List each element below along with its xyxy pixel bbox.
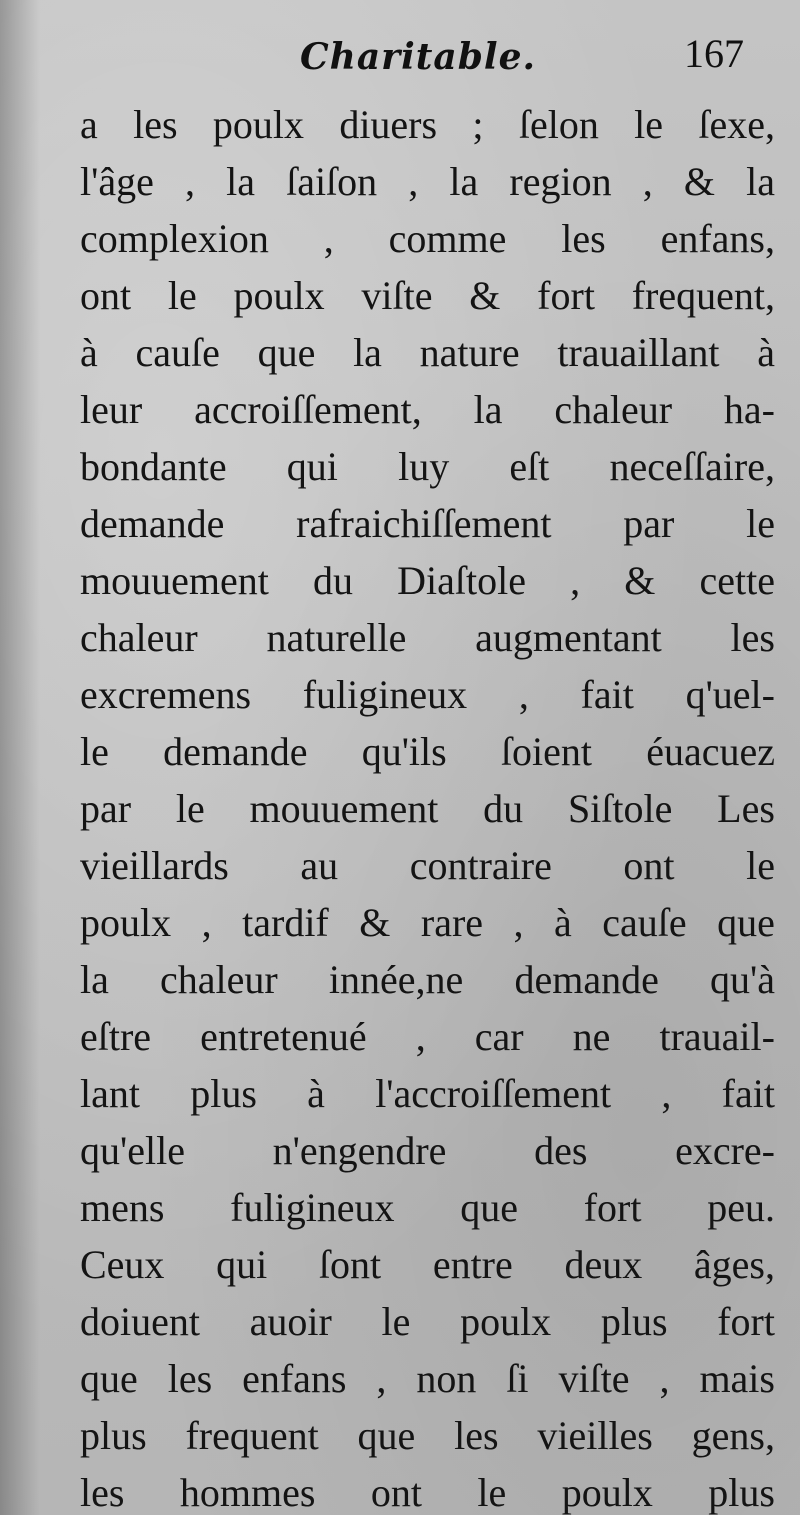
word: , <box>659 1356 670 1401</box>
word: chaleur <box>80 615 198 660</box>
word: comme <box>388 216 507 261</box>
word: le <box>381 1299 411 1344</box>
word: ont <box>80 273 132 318</box>
word: , <box>184 159 195 204</box>
word: , <box>415 1014 426 1059</box>
word: complexion <box>80 216 269 261</box>
word: cette <box>699 558 775 603</box>
word: ont <box>370 1470 422 1515</box>
word: auoir <box>249 1299 332 1344</box>
word: poulx <box>233 273 325 318</box>
text-line <box>80 1293 775 1350</box>
word: les <box>730 615 775 660</box>
word: éuacuez <box>646 729 775 774</box>
word: & <box>624 558 656 603</box>
word: , <box>201 900 212 945</box>
word: ſoient <box>500 729 592 774</box>
word: gens, <box>691 1413 775 1458</box>
text-line <box>80 438 775 495</box>
word: âges, <box>693 1242 775 1287</box>
word: la <box>353 330 382 375</box>
word: qu'ils <box>361 729 447 774</box>
word: des <box>534 1128 588 1173</box>
word: entretenué <box>200 1014 367 1059</box>
word: peu. <box>707 1185 775 1230</box>
word: la <box>80 957 109 1002</box>
text-line <box>80 1464 775 1515</box>
word: fort <box>583 1185 642 1230</box>
word: les <box>561 216 606 261</box>
word: excre- <box>675 1128 775 1173</box>
text-line <box>80 609 775 666</box>
word: au <box>300 843 339 888</box>
word: frequent, <box>631 273 775 318</box>
word: le <box>746 501 775 546</box>
word: la <box>449 159 479 204</box>
word: plus <box>80 1413 147 1458</box>
word: ſi <box>506 1356 529 1401</box>
text-line <box>80 1008 775 1065</box>
word: luy <box>398 444 450 489</box>
word: naturelle <box>266 615 407 660</box>
text-line <box>80 951 775 1008</box>
word: que <box>460 1185 519 1230</box>
word: qu'elle <box>80 1128 185 1173</box>
word: lant <box>80 1071 140 1116</box>
text-line <box>80 1179 775 1236</box>
word: le <box>477 1470 507 1515</box>
word: à <box>554 900 572 945</box>
word: la <box>226 159 255 204</box>
word: n'engendre <box>272 1128 447 1173</box>
text-line <box>80 495 775 552</box>
text-line <box>80 666 775 723</box>
word: demande <box>514 957 659 1002</box>
word: cauſe <box>602 900 687 945</box>
word: Diaſtole <box>397 558 526 603</box>
text-line <box>80 267 775 324</box>
running-head: Charitable. <box>300 36 537 78</box>
text-line <box>80 153 775 210</box>
word: demande <box>80 501 225 546</box>
word: qui <box>286 444 338 489</box>
word: , <box>642 159 653 204</box>
word: leur <box>80 387 143 432</box>
word: viſte <box>558 1356 630 1401</box>
word: du <box>483 786 524 831</box>
word: tardif <box>242 900 329 945</box>
word: l'âge <box>80 159 154 204</box>
word: mouuement <box>249 786 439 831</box>
word: innée,ne <box>328 957 464 1002</box>
text-line <box>80 837 775 894</box>
word: enfans <box>242 1356 347 1401</box>
word: à <box>757 330 775 375</box>
word: , <box>408 159 419 204</box>
word: plus <box>708 1470 775 1515</box>
word: , <box>518 672 529 717</box>
word: fort <box>537 273 595 318</box>
word: poulx <box>561 1470 653 1515</box>
text-line <box>80 1236 775 1293</box>
word: mais <box>699 1356 775 1401</box>
text-line <box>80 96 775 153</box>
word: viſte <box>361 273 433 318</box>
word: ſont <box>318 1242 382 1287</box>
text-line <box>80 1350 775 1407</box>
word: doiuent <box>80 1299 200 1344</box>
word: & <box>469 273 501 318</box>
word: qu'à <box>710 957 775 1002</box>
word: les <box>80 1470 125 1515</box>
word: plus <box>190 1071 257 1116</box>
word: par <box>623 501 675 546</box>
word: neceſſaire, <box>609 444 775 489</box>
word: plus <box>600 1299 668 1344</box>
word: & <box>683 159 715 204</box>
word: par <box>80 786 132 831</box>
word: eſtre <box>80 1014 152 1059</box>
word: rafraichiſſement <box>296 501 552 546</box>
text-line <box>80 894 775 951</box>
word: les <box>133 102 178 147</box>
text-line <box>80 1065 775 1122</box>
word: & <box>359 900 391 945</box>
word: , <box>570 558 581 603</box>
word: que <box>80 1356 138 1401</box>
word: frequent <box>185 1413 319 1458</box>
word: enfans, <box>660 216 775 261</box>
word: le <box>167 273 197 318</box>
word: , <box>376 1356 387 1401</box>
word: fuligineux <box>230 1185 395 1230</box>
word: fuligineux <box>302 672 468 717</box>
word: que <box>257 330 316 375</box>
word: deux <box>564 1242 643 1287</box>
word: ; <box>472 102 484 147</box>
word: chaleur <box>160 957 278 1002</box>
word: nature <box>419 330 520 375</box>
word: ne <box>572 1014 611 1059</box>
word: poulx <box>460 1299 552 1344</box>
word: excremens <box>80 672 252 717</box>
word: Les <box>717 786 775 831</box>
word: Ceux <box>80 1242 165 1287</box>
word: ont <box>623 843 675 888</box>
word: non <box>416 1356 477 1401</box>
word: vieillards <box>80 843 229 888</box>
word: fait <box>721 1071 775 1116</box>
word: du <box>312 558 353 603</box>
text-line <box>80 552 775 609</box>
word: le <box>634 102 664 147</box>
word: a <box>80 102 98 147</box>
word: ſaiſon <box>286 159 378 204</box>
word: region <box>509 159 612 204</box>
word: fort <box>717 1299 775 1344</box>
word: poulx <box>212 102 304 147</box>
word: que <box>357 1413 416 1458</box>
word: le <box>746 843 775 888</box>
word: bondante <box>80 444 227 489</box>
word: que <box>717 900 775 945</box>
word: entre <box>432 1242 513 1287</box>
word: fait <box>580 672 634 717</box>
text-line <box>80 210 775 267</box>
text-line <box>80 381 775 438</box>
word: car <box>474 1014 524 1059</box>
word: trauail- <box>659 1014 775 1059</box>
word: ſexe, <box>698 102 775 147</box>
word: hommes <box>179 1470 316 1515</box>
word: eſt <box>509 444 550 489</box>
word: qui <box>216 1242 268 1287</box>
word: la <box>473 387 503 432</box>
text-line <box>80 1122 775 1179</box>
word: demande <box>163 729 308 774</box>
word: , <box>661 1071 672 1116</box>
word: vieilles <box>537 1413 653 1458</box>
word: , <box>513 900 524 945</box>
text-line <box>80 723 775 780</box>
word: chaleur <box>554 387 673 432</box>
word: l'accroiſſement <box>375 1071 612 1116</box>
word: ha- <box>723 387 775 432</box>
text-line <box>80 1407 775 1464</box>
word: le <box>175 786 205 831</box>
page-number: 167 <box>684 31 744 76</box>
word: mens <box>80 1185 165 1230</box>
word: rare <box>420 900 484 945</box>
word: à <box>307 1071 325 1116</box>
word: trauaillant <box>557 330 720 375</box>
word: accroiſſement, <box>194 387 422 432</box>
word: les <box>454 1413 499 1458</box>
word: le <box>80 729 109 774</box>
word: la <box>746 159 775 204</box>
word: poulx <box>80 900 172 945</box>
body-text <box>80 96 775 1515</box>
word: mouuement <box>80 558 269 603</box>
word: à <box>80 330 98 375</box>
gutter-shadow <box>0 0 40 1515</box>
word: les <box>167 1356 213 1401</box>
word: cauſe <box>135 330 220 375</box>
word: Siſtole <box>567 786 673 831</box>
word: contraire <box>409 843 552 888</box>
word: ſelon <box>518 102 599 147</box>
text-line <box>80 324 775 381</box>
text-line <box>80 780 775 837</box>
word: diuers <box>339 102 438 147</box>
word: , <box>323 216 334 261</box>
word: q'uel- <box>685 672 775 717</box>
word: augmentant <box>475 615 662 660</box>
